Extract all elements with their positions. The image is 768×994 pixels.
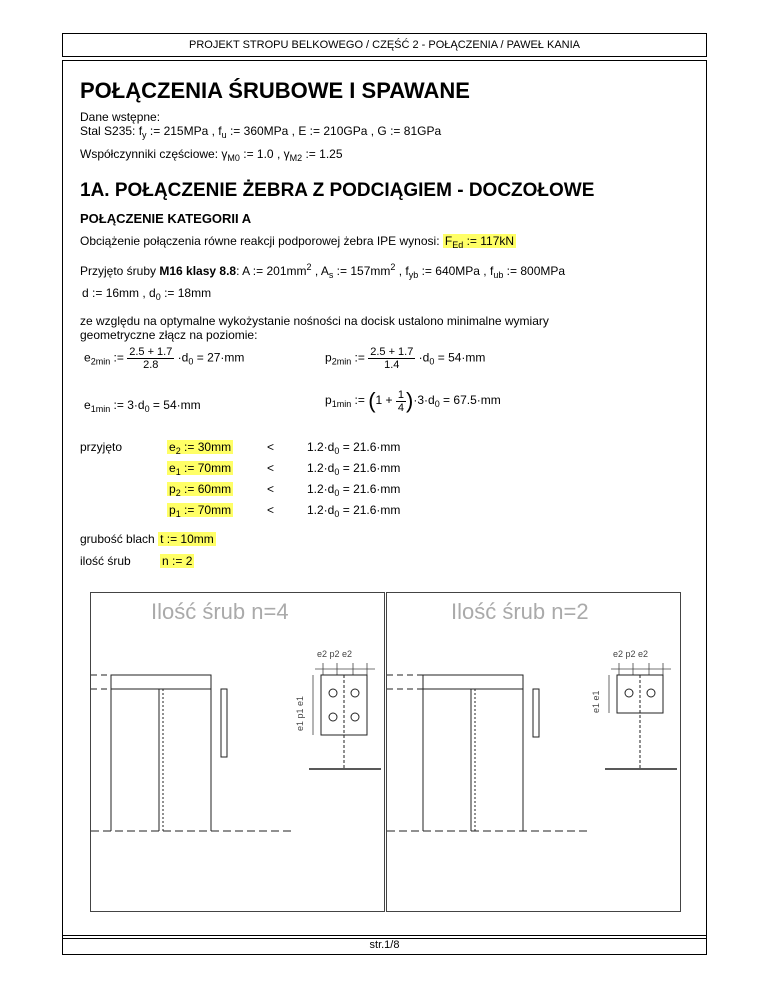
p2min-formula: $p_{2min}$ := $\frac{2.5 + 1.7}{1.4}$ $\cdot d_0 = 54\cdot mm$	[325, 346, 486, 371]
page-title: POŁĄCZENIA ŚRUBOWE I SPAWANE	[80, 78, 470, 103]
przyjeto-label: przyjęto	[80, 440, 123, 454]
page-footer: str.1/8	[62, 935, 707, 955]
drawing-n4	[90, 592, 385, 912]
page-header: PROJEKT STROPU BELKOWEGO / CZĘŚĆ 2 - POŁĄCZENIA / PAWEŁ KANIA	[62, 33, 707, 57]
load-line: Obciążenie połączenia równe reakcji podporowej żebra IPE wynosi: $F_{Ed}$ := 117kN	[80, 234, 515, 250]
svg-text:e1 p1 e1: e1 p1 e1	[295, 695, 305, 731]
svg-text:e2 p2 e2: e2 p2 e2	[317, 649, 353, 659]
svg-text:e1 e1: e1 e1	[591, 690, 601, 713]
note-line-2: geometryczne złącz na poziomie:	[80, 328, 258, 342]
e2min-formula: $e_{2min}$ := $\frac{2.5 + 1.7}{2.8}$ $\cdot d_0 = 27\cdot mm$	[84, 346, 245, 371]
section-title: 1A. POŁĄCZENIE ŻEBRA Z PODCIĄGIEM - DOCZOŁOWE	[80, 180, 595, 201]
bolts-line: Przyjęto śruby M16 klasy 8.8: A := $201mm^2$ , $A_s$ := $157mm^2$ , $f_{yb}$ := 640MPa , $f_{ub}$ := 800MPa	[80, 262, 566, 280]
note-line-1: ze względu na optymalne wykożystanie nośności na docisk ustalono minimalne wymiary	[80, 314, 549, 328]
svg-text:e2 p2 e2: e2 p2 e2	[613, 649, 649, 659]
wsp-line: Współczynniki częściowe: $\gamma_{M0}$ := 1.0 , $\gamma_{M2}$ := 1.25	[80, 147, 343, 163]
row-e2: $e_2$ := 30mm < $1.2\cdot d_0 = 21.6\cdot mm$	[169, 440, 401, 456]
stal-line: Stal S235: $f_y$ := 215MPa , $f_u$ := 360MPa , E := 210GPa , G := 81GPa	[80, 124, 442, 140]
drawing-n4-title: Ilość śrub n=4	[151, 599, 289, 624]
dane-label: Dane wstępne:	[80, 110, 161, 124]
row-p1: $p_1$ := 70mm < $1.2\cdot d_0 = 21.6\cdot mm$	[169, 503, 401, 519]
diam-line: d := 16mm , $d_0$ := 18mm	[82, 286, 212, 302]
bolt-count-line: ilość śrub n := 2	[80, 554, 193, 568]
category-title: POŁĄCZENIE KATEGORII A	[80, 211, 252, 226]
thickness-line: grubość blach t := 10mm	[80, 532, 214, 546]
p1min-formula: $p_{1min}$ := (1 + $\frac{1}{4}$ )$\cdot 3\cdot d_0 = 67.5\cdot mm$	[325, 388, 501, 414]
drawing-n2	[386, 592, 681, 912]
e1min-formula: $e_{1min}$ := $3\cdot d_0 = 54\cdot mm$	[84, 398, 201, 414]
row-e1: $e_1$ := 70mm < $1.2\cdot d_0 = 21.6\cdot mm$	[169, 461, 401, 477]
row-p2: $p_2$ := 60mm < $1.2\cdot d_0 = 21.6\cdot mm$	[169, 482, 401, 498]
drawing-n2-title: Ilość śrub n=2	[451, 599, 589, 624]
